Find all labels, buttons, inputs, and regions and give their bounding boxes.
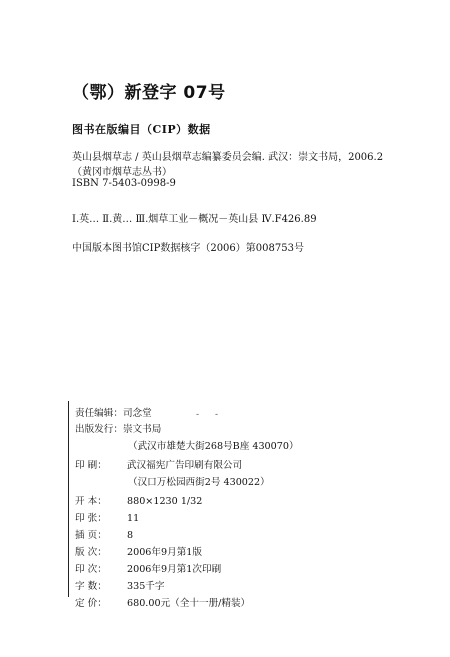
editor-row [75, 405, 152, 419]
words-row [75, 578, 165, 592]
impression-row [75, 561, 221, 575]
plates-row [75, 527, 133, 541]
cip-title: 图书在版编目（CIP）数据 [72, 123, 211, 136]
edition-label: 版 次： [75, 547, 107, 558]
editor-label: 责任编辑： [75, 408, 123, 419]
format-label: 开 本： [75, 496, 107, 507]
cip-classification: Ⅰ.英… Ⅱ.黄… Ⅲ.烟草工业－概况－英山县 Ⅳ.F426.89 [72, 214, 317, 225]
cip-series-line: （黄冈市烟草志丛书） [72, 167, 172, 178]
publisher-value: 崇文书局 [122, 424, 162, 435]
sheets-row [75, 510, 139, 524]
info-divider-rule [68, 401, 69, 597]
registration-number: （鄂）新登字 07号 [72, 83, 226, 103]
price-label: 定 价： [75, 598, 107, 609]
printer-row [75, 457, 242, 471]
printer-value: 武汉福宪广告印刷有限公司 [127, 460, 243, 471]
format-row [75, 493, 202, 507]
printer-label: 印 刷： [75, 460, 107, 471]
format-value: 880×1230 1/32 [127, 496, 203, 507]
publisher-row [75, 421, 161, 435]
cip-record-number: 中国版本图书馆CIP数据核字（2006）第008753号 [72, 243, 304, 254]
price-row [75, 595, 250, 609]
editor-value: 司念堂 [122, 408, 152, 419]
plates-value: 8 [127, 530, 134, 541]
dash-mark: - [196, 410, 200, 420]
edition-value: 2006年9月第1版 [127, 547, 202, 558]
impression-value: 2006年9月第1次印刷 [127, 564, 222, 575]
price-value: 680.00元（全十一册/精装） [127, 598, 251, 609]
printer-address: （汉口万松园西街2号 430022） [128, 477, 270, 488]
publisher-label: 出版发行： [75, 424, 123, 435]
cip-bibliographic-line: 英山县烟草志 / 英山县烟草志编纂委员会编. 武汉：崇文书局，2006.2 [72, 152, 384, 163]
sheets-value: 11 [127, 513, 140, 524]
dash-mark: - [215, 410, 219, 420]
publisher-address: （武汉市雄楚大街268号B座 430070） [128, 441, 299, 452]
edition-row [75, 544, 202, 558]
words-value: 335千字 [127, 581, 165, 592]
sheets-label: 印 张： [75, 513, 107, 524]
plates-label: 插 页： [75, 530, 107, 541]
words-label: 字 数： [75, 581, 107, 592]
impression-label: 印 次： [75, 564, 107, 575]
cip-isbn: ISBN 7-5403-0998-9 [72, 178, 176, 189]
